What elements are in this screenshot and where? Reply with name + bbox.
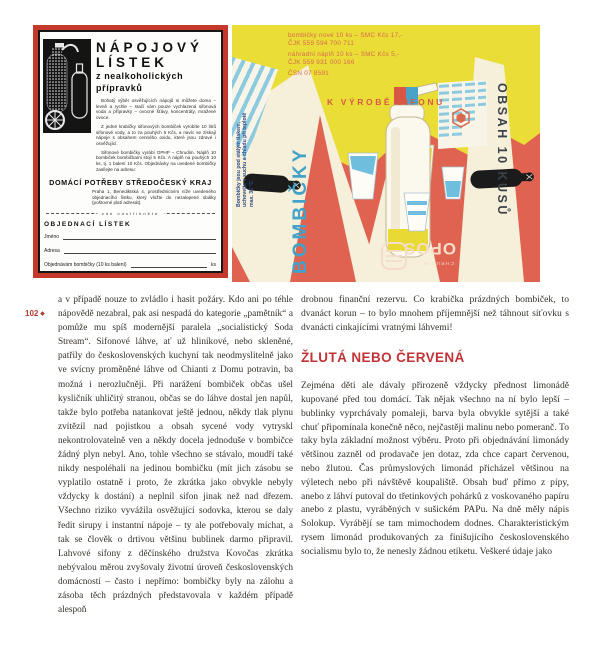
- soda-siphon-illustration-icon: [43, 39, 91, 133]
- poster-headline: K VÝROBĚ SIFONU: [327, 97, 445, 107]
- article-left-column: [58, 293, 293, 617]
- form-blank-line: [63, 232, 216, 240]
- address-note: Praha 1, Benediktská 4, prostřednictvím níže uvedeného objednacího lístku, který vložte do nezalepené obálky (poštovné platí adresát).: [92, 189, 216, 206]
- cut-here-label: zde odstřihněte: [97, 211, 164, 216]
- advert-title-line2: LÍSTEK: [96, 55, 169, 70]
- advert-body-text: [96, 98, 216, 175]
- poster-info-line: bombičky nové 10 ks – SMC Kčs 17,-: [288, 32, 403, 39]
- article-paragraph: a v případě nouze to zvládlo i hasit požáry. Kdo ani po téhle nápovědě nezabral, pak asi nespadá do kategorie „pamětník“ a pomůže mu spíš modernější paralela „socialistický Soda Stream“. Sifonové láhve, ať už hliníkové, nebo skleněné, patřily do československých kuchyní tak neodmyslitelně jako ve svícny proměněné láhve od Chianti z Domu potravin, ba možná i nerozlučněji. Při narážení bombiček občas ušel kysličník uhličitý stranou, občas se do láhve dostal jen napůl, takže bylo potřeba natankovat ještě jednou, někdy tlak plynu zvítězil nad pojistkou a obsah sycené vody vytryskl nekontrolovatelně ven a někdy docela jednoduše v bombičce žádný plyn nebyl. Ano, tohle všechno se stávalo, moudří také nikdy nespoléhali na jedinou bombičku (mít jich zásobu se vyplatilo ostatně i proto, že zkrátka jako obvykle nebyly vždycky k dostání) a neplnil sifon jinak než nad dřezem. Všechno riziko vyvážila osvěžující sodovka, kterou se daly ředit sirupy i instantní nápoje – ty ale potřebovaly míchat, a tak se člověk o drtivou většinu bublinek darmo připravil. Lahvové sifony z děčínského družstva Kovočas zkrátka nebývalou měrou zvyšovaly životní úroveň československých domácností – často i nepřímo: bombičky byly na zálohu a zásoba těch prázdných představovala v každém případě alespoň: [58, 295, 293, 616]
- poster-info-line: ČJK 559 931 000 166: [288, 59, 355, 67]
- menu-card-advert: [33, 25, 228, 278]
- article-paragraph: drobnou finanční rezervu. Co krabička prázdných bombiček, to dvanáct korun – to bylo mnohem příjemnější než táhnout síťovku s dvanácti cinkajícími vratnými láhvemi!: [301, 294, 569, 333]
- article-paragraph: Zejména děti ale dávaly přirozeně vždycky přednost limonádě kupované před tou domácí. Tak nějak všechno na ní bylo lepší – bublinky vyprchávaly pomaleji, barva byla obvykle sytější a také chuť připomínala konečně něco, nejčastěji malinu nebo pomeranč. To taky byla základní možnost výběru. Proto při objednávání limonády většinou zazněl od prodavače jen dotaz, zda chce capart červenou, nebo žlutou. Čas průmyslových limonád přicházel většinou na výletech nebo při návštěvě koupaliště. Obsah buď přímo z pípy, anebo z láhví putoval do třetinkových pohárků z voskovaného papíru anebo z plastu, vyráběných v sušickém PAPu. Na dně měly nápis Solokup. Vyrábějí se tam mimochodem dodnes. Charakteristickým rysem limonád produkovaných za finišujícího československého socialismu bylo to, že nenesly žádnou etiketu. Veškeré údaje jako: [301, 380, 569, 557]
- glass-striped: [404, 193, 430, 231]
- advert-subtitle-line2: přípravků: [96, 82, 143, 93]
- form-label-order: Objednávám bombičky (10 ks balení): [44, 262, 127, 268]
- advert-inner-frame: [38, 30, 223, 273]
- advert-paragraph: Sifonové bombičky vyrábí OPHP – Chrudim. Náplň 10 bombiček bombičkami stojí 5 Kčs. A náplň na pouhých 10 ks, tj. 1 balení 10 Kčs. Objednávky na uvedené bombičky zasílejte na adresu:: [96, 149, 216, 172]
- poster-info-text: [288, 32, 403, 78]
- form-row-name: [44, 232, 216, 240]
- poster-info-line: ČSN 07 8591: [288, 70, 330, 78]
- form-blank-line: [131, 260, 207, 268]
- poster-vertical-title: BOMBIČKY: [290, 146, 311, 274]
- page-number-value: 102: [25, 309, 39, 318]
- advert-paragraph: Bohatý výběr osvěžujících nápojů si můžete doma – levně a rychle – stačí vám pouze vychlazená sifonová voda a přípravky – ovocné šťávy, koncentráty, mražené ovoce.: [96, 98, 216, 121]
- bombicky-poster: [232, 25, 540, 282]
- poster-info-line: náhradní náplň 10 ks – SMC Kčs 5,-: [288, 51, 400, 59]
- article-right-column: [301, 293, 569, 559]
- form-label-name: Jméno: [44, 234, 60, 240]
- opos-city-text: CHRUDIM: [422, 261, 454, 266]
- form-label-address: Adresa: [44, 248, 60, 254]
- opos-brand-text: OPOS: [402, 239, 456, 258]
- poster-contents-label: OBSAH 10 KUSŮ: [495, 83, 509, 217]
- form-blank-line: [64, 246, 216, 254]
- poster-warning-text: Bombičky jsou pod stálým tlakem, uchovejte v suchu a chladu při teplotě max. 30 °C: [236, 112, 255, 207]
- glass-small-blue: [442, 167, 464, 199]
- page-number-marker: ◆: [40, 311, 45, 317]
- form-row-address: [44, 246, 216, 254]
- order-form-title: OBJEDNACÍ LÍSTEK: [44, 221, 132, 228]
- department-header: DOMÁCÍ POTŘEBY STŘEDOČESKÝ KRAJ: [49, 178, 212, 187]
- glass-blue-water: [348, 153, 378, 199]
- advert-paragraph: Z jedné krabičky sifonových bombiček vyrobíte 10 litrů sifonové vody, a to za pouhých 5 Kčs, a navíc se získají nápoje s obsahem cenného oxidu, které jsou zdravé i osvěžující.: [96, 123, 216, 146]
- form-row-order: [44, 260, 216, 268]
- advert-title: [96, 40, 216, 93]
- poster-info-line: ČJK 559 594 700 711: [288, 40, 355, 48]
- advert-title-line1: NÁPOJOVÝ: [96, 40, 204, 55]
- advert-subtitle-line1: z nealkoholických: [96, 71, 184, 81]
- cut-here-line: [46, 213, 215, 214]
- page-number: [25, 309, 45, 318]
- form-label-units: ks: [211, 262, 216, 268]
- section-heading: ŽLUTÁ NEBO ČERVENÁ: [301, 350, 465, 366]
